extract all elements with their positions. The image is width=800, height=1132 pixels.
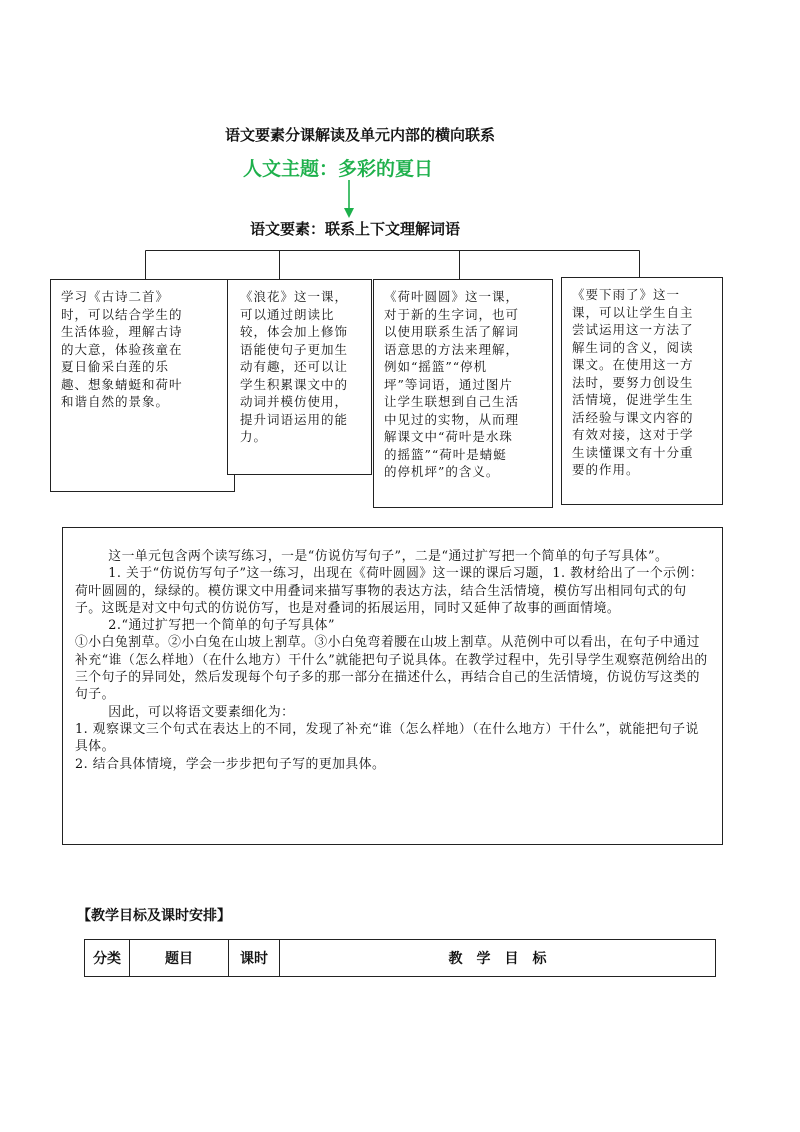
column-header-category: 分类 — [85, 940, 130, 977]
document-title: 语文要素分课解读及单元内部的横向联系 — [224, 126, 495, 144]
section-heading: 【教学目标及课时安排】 — [77, 908, 231, 924]
summary-goal-1: 1. 观察课文三个句式在表达上的不同，发现了补充“谁（怎么样地）（在什么地方）干什么”，就能把句子说具体。 — [75, 721, 699, 755]
summary-point-1: 1. 关于“仿说仿写句子”这一练习，出现在《荷叶圆圆》这一课的课后习题，1. 教材给出了一个示例：荷叶圆圆的，绿绿的。模仿课文中用叠词来描写事物的表达方法，结合生活情境，模仿写出相同句式的句子。这既是对文中句式的仿说仿写，也是对叠词的拓展运用，同时又延伸了故事的画面情境。 — [75, 566, 704, 616]
column-header-periods: 课时 — [229, 940, 280, 977]
teaching-goals-table — [84, 939, 716, 977]
tree-connectors — [0, 0, 800, 290]
column-header-goals: 教 学 目 标 — [280, 940, 716, 977]
summary-example-sentences: ①小白兔割草。②小白兔在山坡上割草。③小白兔弯着腰在山坡上割草。从范例中可以看出，在句子中通过补充“谁（怎么样地）（在什么地方）干什么”就能把句子说具体。在教学过程中，先引导学生观察范例给出的三个句子的异同处，然后发现每个句子多的那一部分在描述什么，再结合自己的生活情境，仿说仿写这类的句子。 — [75, 635, 708, 703]
lesson-box-round-lotus-leaves: 《荷叶圆圆》这一课， 对于新的生字词，也可 以使用联系生活了解词 语意思的方法来理解， 例如“摇篮”“停机 坪”等词语，通过图片 让学生联想到自己生活 中见过的实物，从而理 解课文中“荷叶是水珠 的摇篮”“荷叶是蜻蜓 的停机坪”的含义。 — [373, 279, 553, 508]
down-arrow-icon — [344, 180, 354, 218]
unit-summary-box — [62, 527, 723, 845]
lesson-box-ancient-poems: 学习《古诗二首》 时，可以结合学生的 生活体验，理解古诗 的大意，体验孩童在 夏日偷采白莲的乐 趣、想象蜻蜓和荷叶 和谐自然的景象。 — [50, 279, 235, 492]
summary-conclusion: 因此，可以将语文要素细化为： — [108, 704, 295, 720]
summary-point-2-heading: 2.“通过扩写把一个简单的句子写具体” — [108, 618, 336, 634]
theme-heading: 人文主题：多彩的夏日 — [243, 158, 434, 180]
language-element-heading: 语文要素：联系上下文理解词语 — [250, 220, 461, 238]
lesson-box-waves: 《浪花》这一课， 可以通过朗读比 较，体会加上修饰 语能使句子更加生 动有趣，还可以让 学生积累课文中的 动词并模仿使用， 提升词语运用的能 力。 — [227, 279, 372, 475]
lesson-box-going-to-rain: 《要下雨了》这一 课，可以让学生自主 尝试运用这一方法了 解生词的含义，阅读 课文。在使用这一方 法时，要努力创设生 活情境，促进学生生 活经验与课文内容的 有效对接，这对于学 生读懂课文有十分重 要的作用。 — [561, 277, 723, 505]
table-header-row — [85, 940, 716, 977]
column-header-topic: 题目 — [130, 940, 229, 977]
summary-goal-2: 2. 结合具体情境，学会一步步把句子写的更加具体。 — [75, 756, 386, 772]
branch-lines — [146, 251, 640, 280]
summary-intro: 这一单元包含两个读写练习，一是“仿说仿写句子”，二是“通过扩写把一个简单的句子写具体”。 — [108, 549, 669, 564]
